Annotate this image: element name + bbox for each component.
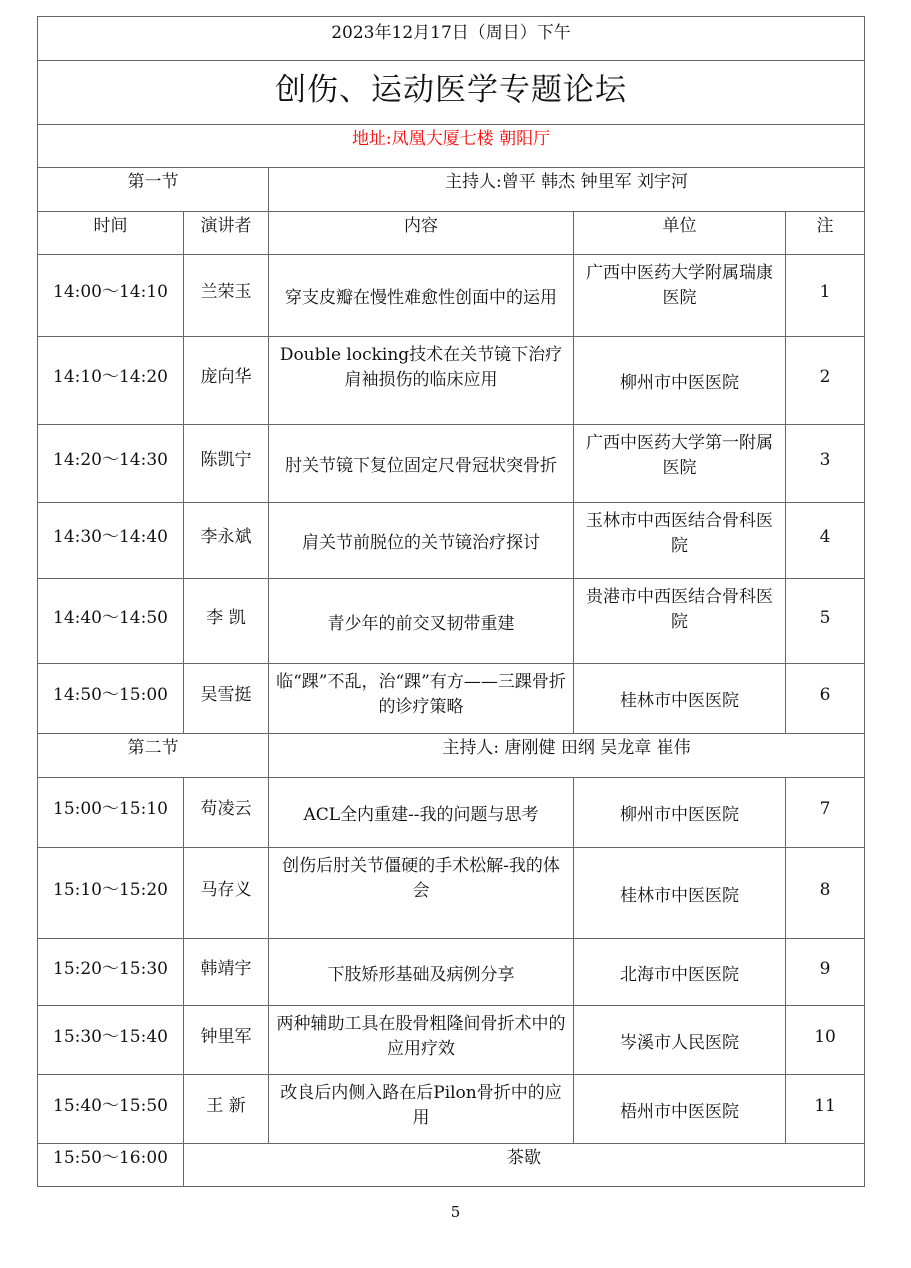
speaker-cell: 李永斌 bbox=[184, 503, 269, 579]
note-cell: 6 bbox=[786, 664, 865, 734]
speaker-cell: 吴雪挺 bbox=[184, 664, 269, 734]
unit-cell: 桂林市中医医院 bbox=[574, 848, 786, 939]
speaker-cell: 韩靖宇 bbox=[184, 939, 269, 1006]
page-title: 创伤、运动医学专题论坛 bbox=[38, 61, 865, 125]
table-row bbox=[38, 939, 865, 1006]
speaker-cell: 钟里军 bbox=[184, 1006, 269, 1075]
time-cell: 15:20～15:30 bbox=[38, 939, 184, 1006]
table-row bbox=[38, 1006, 865, 1075]
table-row bbox=[38, 579, 865, 664]
content-cell: 肩关节前脱位的关节镜治疗探讨 bbox=[269, 503, 574, 579]
content-cell: ACL全内重建--我的问题与思考 bbox=[269, 778, 574, 848]
content-cell: 改良后内侧入路在后Pilon骨折中的应用 bbox=[269, 1075, 574, 1144]
note-cell: 1 bbox=[786, 255, 865, 337]
break-time: 15:50～16:00 bbox=[38, 1144, 184, 1187]
content-cell: 青少年的前交叉韧带重建 bbox=[269, 579, 574, 664]
break-label: 茶歇 bbox=[184, 1144, 865, 1187]
section-row bbox=[38, 734, 865, 778]
section-label: 第一节 bbox=[38, 168, 269, 212]
section-hosts: 主持人: 唐刚健 田纲 吴龙章 崔伟 bbox=[269, 734, 865, 778]
time-cell: 15:40～15:50 bbox=[38, 1075, 184, 1144]
unit-cell: 广西中医药大学附属瑞康医院 bbox=[574, 255, 786, 337]
unit-cell: 柳州市中医医院 bbox=[574, 778, 786, 848]
address-row bbox=[38, 125, 865, 168]
table-row bbox=[38, 848, 865, 939]
content-cell: 两种辅助工具在股骨粗隆间骨折术中的应用疗效 bbox=[269, 1006, 574, 1075]
time-cell: 14:50～15:00 bbox=[38, 664, 184, 734]
speaker-cell: 马存义 bbox=[184, 848, 269, 939]
unit-cell: 贵港市中西医结合骨科医院 bbox=[574, 579, 786, 664]
column-header-unit: 单位 bbox=[574, 212, 786, 255]
break-row bbox=[38, 1144, 865, 1187]
unit-cell: 柳州市中医医院 bbox=[574, 337, 786, 425]
column-header-speaker: 演讲者 bbox=[184, 212, 269, 255]
unit-cell: 玉林市中西医结合骨科医院 bbox=[574, 503, 786, 579]
speaker-cell: 苟凌云 bbox=[184, 778, 269, 848]
content-cell: 创伤后肘关节僵硬的手术松解-我的体会 bbox=[269, 848, 574, 939]
time-cell: 14:10～14:20 bbox=[38, 337, 184, 425]
time-cell: 15:10～15:20 bbox=[38, 848, 184, 939]
table-row bbox=[38, 425, 865, 503]
section-label: 第二节 bbox=[38, 734, 269, 778]
note-cell: 7 bbox=[786, 778, 865, 848]
speaker-cell: 兰荣玉 bbox=[184, 255, 269, 337]
content-cell: Double locking技术在关节镜下治疗肩袖损伤的临床应用 bbox=[269, 337, 574, 425]
table-row bbox=[38, 503, 865, 579]
column-header-row bbox=[38, 212, 865, 255]
content-cell: 下肢矫形基础及病例分享 bbox=[269, 939, 574, 1006]
unit-cell: 北海市中医医院 bbox=[574, 939, 786, 1006]
unit-cell: 梧州市中医医院 bbox=[574, 1075, 786, 1144]
note-cell: 11 bbox=[786, 1075, 865, 1144]
time-cell: 14:40～14:50 bbox=[38, 579, 184, 664]
table-row bbox=[38, 778, 865, 848]
title-row bbox=[38, 61, 865, 125]
column-header-time: 时间 bbox=[38, 212, 184, 255]
section-row bbox=[38, 168, 865, 212]
table-row bbox=[38, 255, 865, 337]
column-header-note: 注 bbox=[786, 212, 865, 255]
unit-cell: 岑溪市人民医院 bbox=[574, 1006, 786, 1075]
time-cell: 15:30～15:40 bbox=[38, 1006, 184, 1075]
table-row bbox=[38, 337, 865, 425]
content-cell: 临“踝”不乱，治“踝”有方——三踝骨折的诊疗策略 bbox=[269, 664, 574, 734]
table-row bbox=[38, 664, 865, 734]
time-cell: 15:00～15:10 bbox=[38, 778, 184, 848]
unit-cell: 桂林市中医医院 bbox=[574, 664, 786, 734]
content-cell: 穿支皮瓣在慢性难愈性创面中的运用 bbox=[269, 255, 574, 337]
date-line: 2023年12月17日（周日）下午 bbox=[38, 17, 865, 61]
note-cell: 5 bbox=[786, 579, 865, 664]
time-cell: 14:00～14:10 bbox=[38, 255, 184, 337]
section-hosts: 主持人:曾平 韩杰 钟里军 刘宇河 bbox=[269, 168, 865, 212]
time-cell: 14:20～14:30 bbox=[38, 425, 184, 503]
note-cell: 3 bbox=[786, 425, 865, 503]
note-cell: 4 bbox=[786, 503, 865, 579]
speaker-cell: 王 新 bbox=[184, 1075, 269, 1144]
unit-cell: 广西中医药大学第一附属医院 bbox=[574, 425, 786, 503]
page-number: 5 bbox=[450, 1203, 461, 1221]
table-row bbox=[38, 1075, 865, 1144]
time-cell: 14:30～14:40 bbox=[38, 503, 184, 579]
note-cell: 2 bbox=[786, 337, 865, 425]
speaker-cell: 庞向华 bbox=[184, 337, 269, 425]
note-cell: 10 bbox=[786, 1006, 865, 1075]
speaker-cell: 李 凯 bbox=[184, 579, 269, 664]
date-row bbox=[38, 17, 865, 61]
content-cell: 肘关节镜下复位固定尺骨冠状突骨折 bbox=[269, 425, 574, 503]
venue-address: 地址:凤凰大厦七楼 朝阳厅 bbox=[38, 125, 865, 168]
note-cell: 9 bbox=[786, 939, 865, 1006]
column-header-content: 内容 bbox=[269, 212, 574, 255]
note-cell: 8 bbox=[786, 848, 865, 939]
speaker-cell: 陈凯宁 bbox=[184, 425, 269, 503]
schedule-table bbox=[37, 16, 865, 1187]
